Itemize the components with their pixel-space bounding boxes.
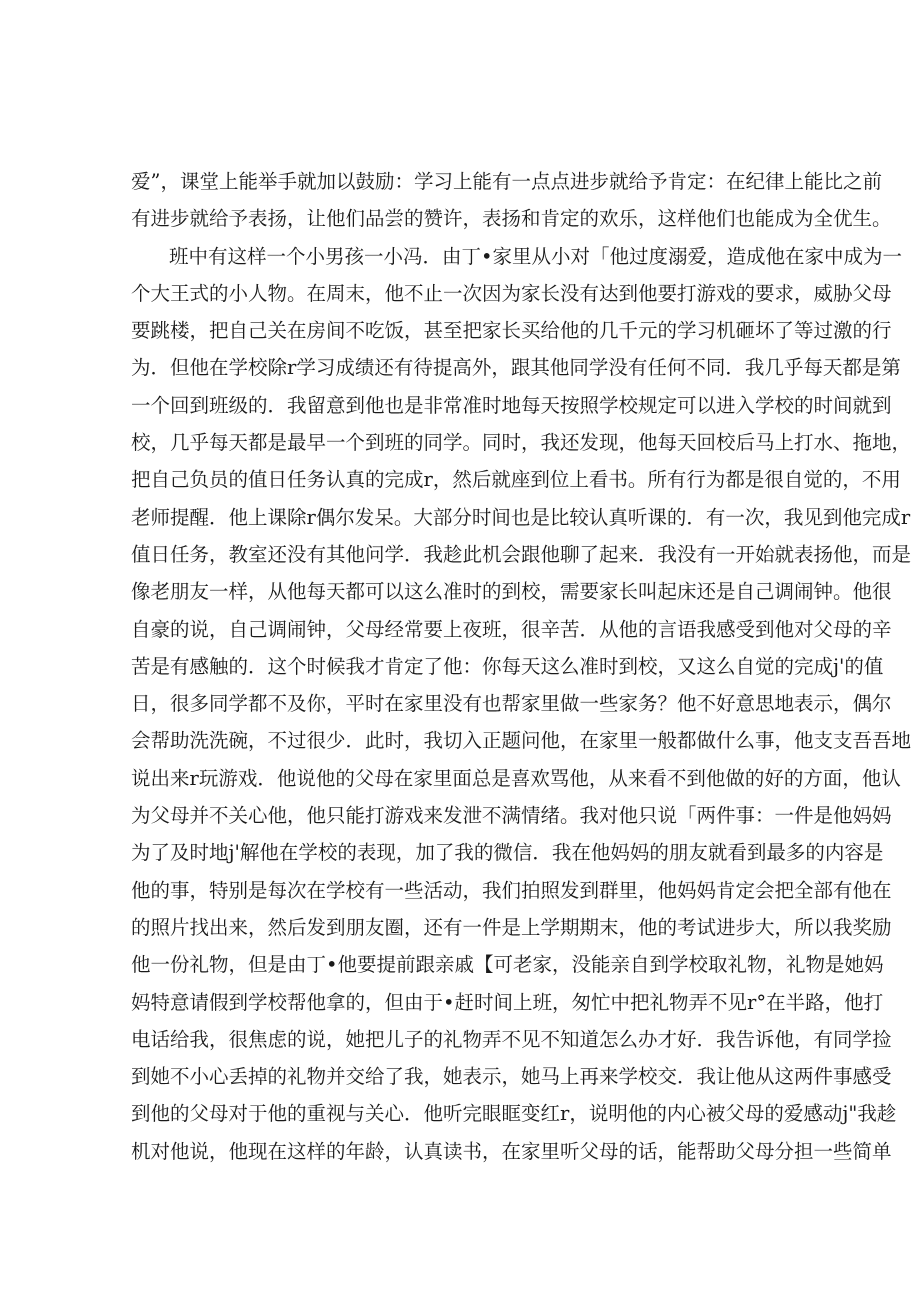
text-line: 日，很多同学都不及你，平时在家里没有也帮家里做一些家务？他不好意思地表示，偶尔 [131, 692, 892, 716]
text-line: 到她不小心丢掉的礼物并交给了我，她表示，她马上再来学校交．我让他从这两件事感受 [131, 1065, 892, 1089]
text-line: 把自己负员的值日任务认真的完成r，然后就座到位上看书。所有行为都是很自觉的，不用 [131, 468, 901, 492]
text-line: 值日任务，教室还没有其他问学．我趁此机会跟他聊了起来．我没有一开始就表扬他，而是 [131, 542, 912, 566]
text-line: 有进步就给予表扬，让他们品尝的赞许，表扬和肯定的欢乐，这样他们也能成为全优生。 [131, 207, 892, 231]
text-line: 为．但他在学校除r学习成绩还有待提高外，跟其他同学没有任何不同．我几乎每天都是第 [131, 356, 901, 380]
text-line: 自豪的说，自己调闹钟，父母经常要上夜班，很辛苦．从他的言语我感受到他对父母的辛 [131, 617, 892, 641]
text-line: 为父母并不关心他，他只能打游戏来发泄不满情绪。我对他只说「两件事：一件是他妈妈 [131, 804, 892, 828]
text-line: 说出来r玩游戏．他说他的父母在家里面总是喜欢骂他，从来看不到他做的好的方面，他认 [131, 766, 901, 790]
text-line: 个大王式的小人物。在周末，他不止一次因为家长没有达到他要打游戏的要求，威胁父母 [131, 281, 892, 305]
text-line: 校，几乎每天都是最早一个到班的同学。同时，我还发现，他每天回校后马上打水、拖地， [131, 431, 912, 455]
text-line: 的照片找出来，然后发到朋友圈，还有一件是上学期期末，他的考试进步大，所以我奖励 [131, 915, 892, 939]
text-line: 一个回到班级的．我留意到他也是非常准时地每天按照学校规定可以进入学校的时间就到 [131, 393, 892, 417]
paragraph-first-line: 班中有这样一个小男孩一小冯．由丁•家里从小对「他过度溺爱，造成他在家中成为一 [169, 244, 903, 268]
text-line: 老师提醒．他上课除r偶尔发呆。大部分时间也是比较认真听课的．有一次，我见到他完成r [131, 505, 911, 529]
text-line: 电话给我，很焦虑的说，她把儿子的礼物弄不见不知道怎么办才好．我告诉他，有同学捡 [131, 1027, 892, 1051]
text-line: 像老朋友一样，从他每天都可以这么准时的到校，需要家长叫起床还是自己调闹钟。他很 [131, 580, 892, 604]
text-line: 他一份礼物，但是由丁•他要提前跟亲戚【可老家，没能亲自到学校取礼物，礼物是她妈 [131, 953, 884, 977]
body-text [131, 163, 912, 1170]
text-line: 爱”，课堂上能举手就加以鼓励：学习上能有一点点进步就给予肯定：在纪律上能比之前 [131, 170, 882, 193]
text-line: 他的事，特别是每次在学校有一些活动，我们拍照发到群里，他妈妈肯定会把全部有他在 [131, 878, 892, 902]
text-line: 到他的父母对于他的重视与关心．他听完眼眶变红r，说明他的内心被父母的爱感动j"我趁 [131, 1102, 897, 1126]
text-line: 为了及时地j'解他在学校的表现，加了我的微信．我在他妈妈的朋友就看到最多的内容是 [131, 841, 884, 865]
text-line: 妈特意请假到学校帮他拿的，但由于•赶时间上班，匆忙中把礼物弄不见r°在半路，他打 [131, 990, 884, 1014]
text-line: 会帮助洗洗碗，不过很少．此时，我切入正题问他，在家里一般都做什么事，他支支吾吾地 [131, 729, 912, 753]
text-line: 机对他说，他现在这样的年龄，认真读书，在家里听父母的话，能帮助父母分担一些简单 [131, 1139, 892, 1163]
text-line: 要跳楼，把自己关在房间不吃饭，甚至把家长买给他的几千元的学习机砸坏了等过激的行 [131, 319, 892, 343]
text-line: 苦是有感触的．这个时候我才肯定了他：你每天这么准时到校，又这么自觉的完成j'的值 [131, 654, 884, 678]
